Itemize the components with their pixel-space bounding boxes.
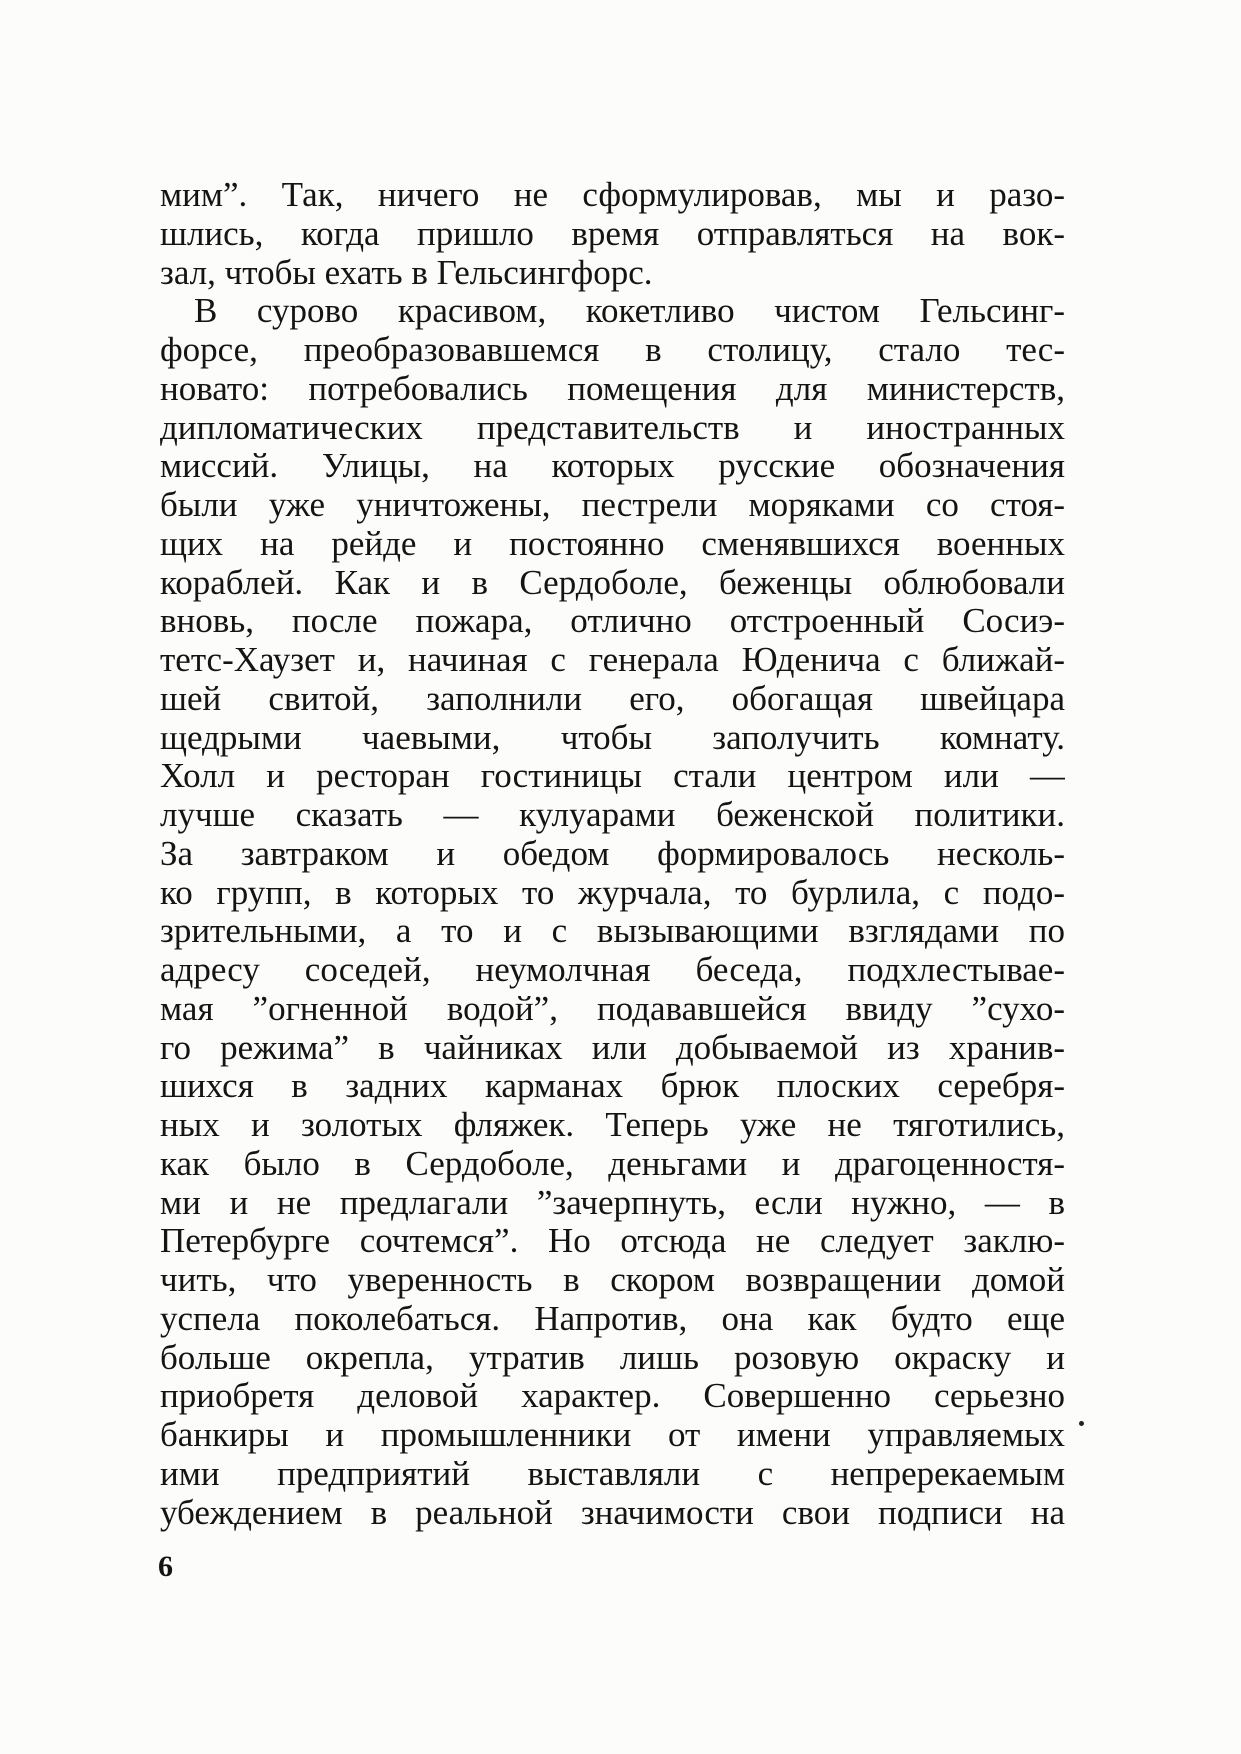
text-line: успела поколебаться. Напротив, она как будто еще [160,1299,1065,1338]
text-line: дипломатических представительств и иностранных [160,408,1065,447]
text-line: ими предприятий выставляли с непререкаемым [160,1454,1065,1493]
body-text [160,176,1065,1532]
page-number: 6 [158,1550,173,1583]
text-line: как было в Сердоболе, деньгами и драгоценностя- [160,1144,1065,1183]
text-line: ко групп, в которых то журчала, то бурлила, с подо- [160,873,1065,912]
paragraph-first-line: В сурово красивом, кокетливо чистом Гельсинг- [194,292,1065,331]
text-line: Петербурге сочтемся”. Но отсюда не следует заклю- [160,1222,1065,1261]
text-line: го режима” в чайниках или добываемой из хранив- [160,1028,1065,1067]
text-line: банкиры и промышленники от имени управляемых [160,1416,1065,1454]
text-line: зал, чтобы ехать в Гельсингфорс. [160,253,653,292]
text-line: тетс-Хаузет и, начиная с генерала Юденича с ближай- [160,641,1065,679]
text-line: форсе, преобразовавшемся в столицу, стало тес- [160,331,1065,369]
text-line: ных и золотых фляжек. Теперь уже не тяготились, [160,1106,1065,1144]
text-line: шлись, когда пришло время отправляться на вок- [160,214,1065,253]
text-line: щих на рейде и постоянно сменявшихся военных [160,524,1065,563]
text-line: За завтраком и обедом формировалось несколь- [160,834,1065,873]
text-line: приобретя деловой характер. Совершенно серьезно [160,1377,1065,1416]
print-artifact-dot [1079,1421,1084,1426]
text-line: больше окрепла, утратив лишь розовую окраску и [160,1338,1065,1377]
text-line: ми и не предлагали ”зачерпнуть, если нужно, — в [160,1183,1065,1222]
text-line: были уже уничтожены, пестрели моряками со стоя- [160,486,1065,524]
text-line: Холл и ресторан гостиницы стали центром или — [160,757,1065,796]
text-line: лучше сказать — кулуарами беженской политики. [160,796,1065,834]
text-line: убеждением в реальной значимости свои подписи на [160,1493,1065,1532]
text-line: миссий. Улицы, на которых русские обозначения [160,447,1065,486]
text-line: мим”. Так, ничего не сформулировав, мы и разо- [160,176,1065,214]
text-line: шей свитой, заполнили его, обогащая швейцара [160,679,1065,718]
text-line: кораблей. Как и в Сердоболе, беженцы облюбовали [160,563,1065,602]
text-line: чить, что уверенность в скором возвращении домой [160,1261,1065,1299]
text-line: адресу соседей, неумолчная беседа, подхлестывае- [160,951,1065,989]
text-line: вновь, после пожара, отлично отстроенный Сосиэ- [160,602,1065,641]
text-line: мая ”огненной водой”, подававшейся ввиду ”сухо- [160,989,1065,1028]
text-line: шихся в задних карманах брюк плоских серебря- [160,1067,1065,1106]
text-line: щедрыми чаевыми, чтобы заполучить комнату. [160,718,1065,757]
text-line: зрительными, а то и с вызывающими взглядами по [160,912,1065,951]
text-line: новато: потребовались помещения для министерств, [160,369,1065,408]
